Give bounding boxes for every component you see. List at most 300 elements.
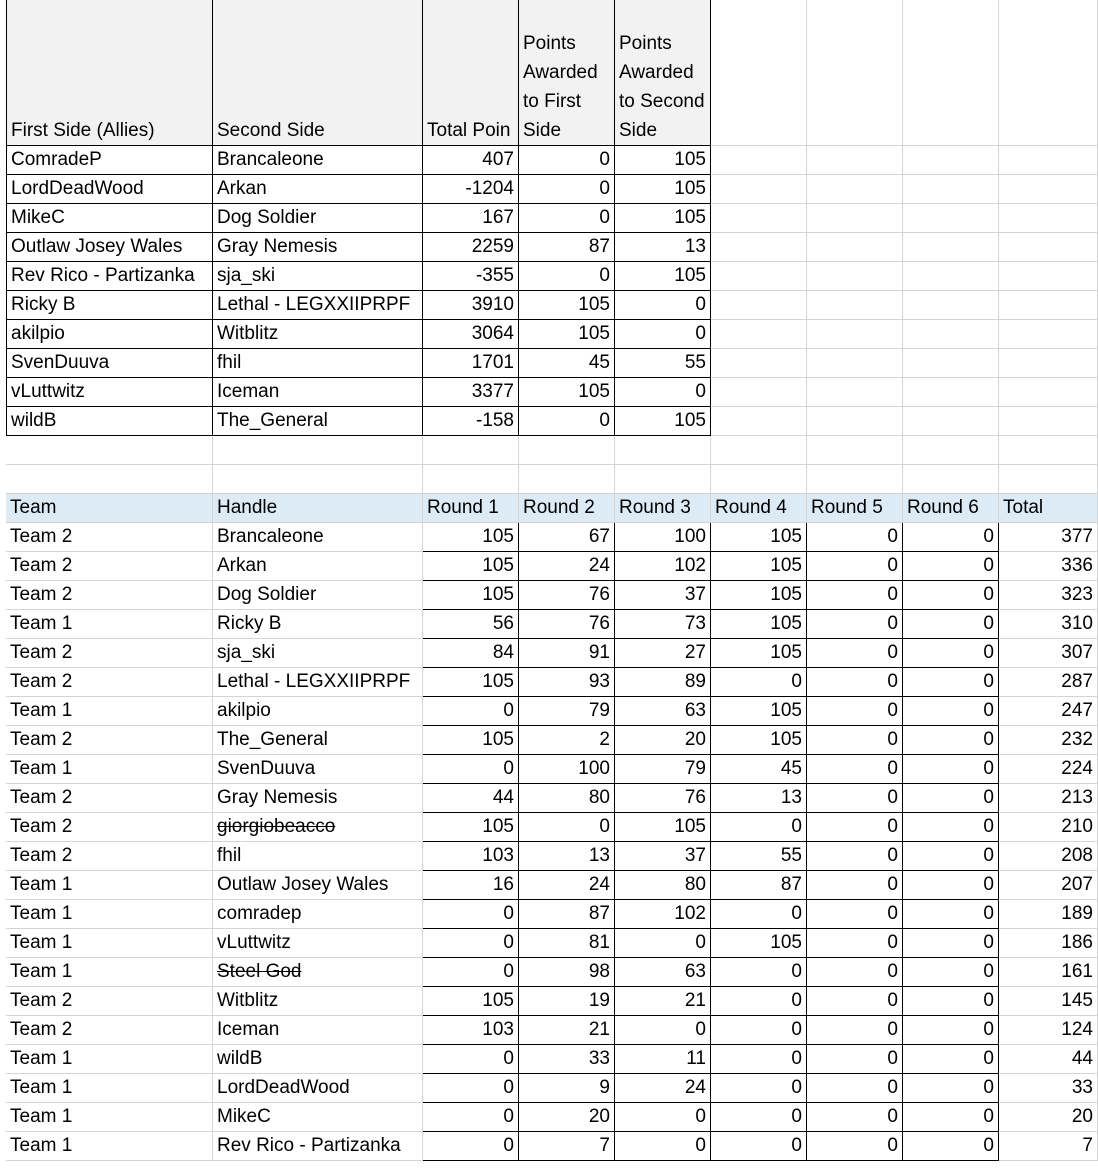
empty-cell[interactable]: [999, 262, 1098, 291]
total-points-cell[interactable]: 3377: [423, 378, 519, 407]
round-3-cell[interactable]: 100: [615, 523, 711, 552]
empty-cell[interactable]: [903, 0, 999, 146]
total-cell[interactable]: 7: [999, 1132, 1098, 1161]
handle-cell[interactable]: Iceman: [213, 1016, 423, 1045]
round-5-cell[interactable]: 0: [807, 958, 903, 987]
round-3-cell[interactable]: 27: [615, 639, 711, 668]
empty-cell[interactable]: [807, 262, 903, 291]
points-second-cell[interactable]: 105: [615, 204, 711, 233]
round-2-cell[interactable]: 76: [519, 610, 615, 639]
points-second-cell[interactable]: 105: [615, 175, 711, 204]
empty-cell[interactable]: [807, 204, 903, 233]
header-round-2[interactable]: Round 2: [519, 494, 615, 523]
round-4-cell[interactable]: 105: [711, 552, 807, 581]
round-3-cell[interactable]: 102: [615, 900, 711, 929]
total-cell[interactable]: 224: [999, 755, 1098, 784]
round-6-cell[interactable]: 0: [903, 552, 999, 581]
handle-cell[interactable]: wildB: [213, 1045, 423, 1074]
points-first-cell[interactable]: 105: [519, 291, 615, 320]
round-4-cell[interactable]: 105: [711, 610, 807, 639]
round-1-cell[interactable]: 0: [423, 1074, 519, 1103]
second-side-cell[interactable]: Brancaleone: [213, 146, 423, 175]
round-2-cell[interactable]: 24: [519, 871, 615, 900]
round-3-cell[interactable]: 24: [615, 1074, 711, 1103]
points-first-cell[interactable]: 105: [519, 320, 615, 349]
total-cell[interactable]: 189: [999, 900, 1098, 929]
round-3-cell[interactable]: 21: [615, 987, 711, 1016]
first-side-cell[interactable]: Rev Rico - Partizanka: [6, 262, 213, 291]
team-cell[interactable]: Team 1: [6, 900, 213, 929]
total-points-cell[interactable]: 2259: [423, 233, 519, 262]
round-5-cell[interactable]: 0: [807, 929, 903, 958]
round-5-cell[interactable]: 0: [807, 842, 903, 871]
round-3-cell[interactable]: 0: [615, 929, 711, 958]
team-cell[interactable]: Team 2: [6, 552, 213, 581]
empty-cell[interactable]: [999, 465, 1098, 494]
team-cell[interactable]: Team 2: [6, 726, 213, 755]
round-1-cell[interactable]: 105: [423, 523, 519, 552]
second-side-cell[interactable]: fhil: [213, 349, 423, 378]
team-cell[interactable]: Team 2: [6, 668, 213, 697]
round-4-cell[interactable]: 0: [711, 1132, 807, 1161]
points-second-cell[interactable]: 0: [615, 291, 711, 320]
round-3-cell[interactable]: 0: [615, 1016, 711, 1045]
round-1-cell[interactable]: 84: [423, 639, 519, 668]
empty-cell[interactable]: [999, 0, 1098, 146]
round-4-cell[interactable]: 45: [711, 755, 807, 784]
header-points-first[interactable]: [519, 0, 615, 146]
round-3-cell[interactable]: 73: [615, 610, 711, 639]
handle-cell[interactable]: akilpio: [213, 697, 423, 726]
round-1-cell[interactable]: 0: [423, 900, 519, 929]
handle-cell[interactable]: Arkan: [213, 552, 423, 581]
round-6-cell[interactable]: 0: [903, 755, 999, 784]
round-1-cell[interactable]: 105: [423, 813, 519, 842]
empty-cell[interactable]: [807, 465, 903, 494]
round-5-cell[interactable]: 0: [807, 668, 903, 697]
header-total[interactable]: Total: [999, 494, 1098, 523]
round-4-cell[interactable]: 105: [711, 639, 807, 668]
handle-cell[interactable]: The_General: [213, 726, 423, 755]
first-side-cell[interactable]: MikeC: [6, 204, 213, 233]
total-cell[interactable]: 207: [999, 871, 1098, 900]
handle-cell[interactable]: comradep: [213, 900, 423, 929]
empty-cell[interactable]: [903, 378, 999, 407]
round-2-cell[interactable]: 20: [519, 1103, 615, 1132]
second-side-cell[interactable]: Witblitz: [213, 320, 423, 349]
first-side-cell[interactable]: wildB: [6, 407, 213, 436]
round-2-cell[interactable]: 2: [519, 726, 615, 755]
empty-cell[interactable]: [615, 465, 711, 494]
empty-cell[interactable]: [999, 233, 1098, 262]
round-6-cell[interactable]: 0: [903, 1016, 999, 1045]
empty-cell[interactable]: [807, 175, 903, 204]
round-4-cell[interactable]: 0: [711, 900, 807, 929]
round-2-cell[interactable]: 100: [519, 755, 615, 784]
round-4-cell[interactable]: 0: [711, 1045, 807, 1074]
team-cell[interactable]: Team 2: [6, 813, 213, 842]
empty-cell[interactable]: [999, 320, 1098, 349]
round-5-cell[interactable]: 0: [807, 639, 903, 668]
round-5-cell[interactable]: 0: [807, 784, 903, 813]
round-2-cell[interactable]: 98: [519, 958, 615, 987]
round-6-cell[interactable]: 0: [903, 1045, 999, 1074]
header-round-4[interactable]: Round 4: [711, 494, 807, 523]
round-1-cell[interactable]: 105: [423, 668, 519, 697]
round-6-cell[interactable]: 0: [903, 610, 999, 639]
empty-cell[interactable]: [711, 262, 807, 291]
points-second-cell[interactable]: 55: [615, 349, 711, 378]
round-2-cell[interactable]: 9: [519, 1074, 615, 1103]
round-1-cell[interactable]: 105: [423, 552, 519, 581]
total-points-cell[interactable]: -158: [423, 407, 519, 436]
round-2-cell[interactable]: 91: [519, 639, 615, 668]
round-6-cell[interactable]: 0: [903, 1074, 999, 1103]
handle-cell[interactable]: Rev Rico - Partizanka: [213, 1132, 423, 1161]
team-cell[interactable]: Team 2: [6, 639, 213, 668]
round-1-cell[interactable]: 0: [423, 929, 519, 958]
round-1-cell[interactable]: 0: [423, 1103, 519, 1132]
empty-cell[interactable]: [711, 378, 807, 407]
round-4-cell[interactable]: 13: [711, 784, 807, 813]
round-2-cell[interactable]: 24: [519, 552, 615, 581]
round-4-cell[interactable]: 105: [711, 726, 807, 755]
round-5-cell[interactable]: 0: [807, 581, 903, 610]
empty-cell[interactable]: [903, 465, 999, 494]
round-2-cell[interactable]: 93: [519, 668, 615, 697]
handle-cell[interactable]: Ricky B: [213, 610, 423, 639]
team-cell[interactable]: Team 1: [6, 929, 213, 958]
round-3-cell[interactable]: 0: [615, 1132, 711, 1161]
empty-cell[interactable]: [711, 204, 807, 233]
handle-cell[interactable]: LordDeadWood: [213, 1074, 423, 1103]
round-1-cell[interactable]: 56: [423, 610, 519, 639]
header-team[interactable]: Team: [6, 494, 213, 523]
round-4-cell[interactable]: 105: [711, 523, 807, 552]
points-first-cell[interactable]: 0: [519, 146, 615, 175]
total-points-cell[interactable]: 1701: [423, 349, 519, 378]
round-1-cell[interactable]: 103: [423, 1016, 519, 1045]
header-handle[interactable]: Handle: [213, 494, 423, 523]
round-3-cell[interactable]: 105: [615, 813, 711, 842]
round-2-cell[interactable]: 80: [519, 784, 615, 813]
total-cell[interactable]: 145: [999, 987, 1098, 1016]
total-cell[interactable]: 307: [999, 639, 1098, 668]
team-cell[interactable]: Team 1: [6, 871, 213, 900]
round-6-cell[interactable]: 0: [903, 581, 999, 610]
team-cell[interactable]: Team 2: [6, 842, 213, 871]
round-3-cell[interactable]: 0: [615, 1103, 711, 1132]
round-2-cell[interactable]: 19: [519, 987, 615, 1016]
team-cell[interactable]: Team 1: [6, 1132, 213, 1161]
empty-cell[interactable]: [903, 407, 999, 436]
handle-cell[interactable]: sja_ski: [213, 639, 423, 668]
header-first-side[interactable]: [6, 0, 213, 146]
handle-cell[interactable]: SvenDuuva: [213, 755, 423, 784]
handle-cell[interactable]: giorgiobeacco: [213, 813, 423, 842]
empty-cell[interactable]: [807, 320, 903, 349]
round-6-cell[interactable]: 0: [903, 726, 999, 755]
second-side-cell[interactable]: Arkan: [213, 175, 423, 204]
total-cell[interactable]: 232: [999, 726, 1098, 755]
empty-cell[interactable]: [999, 291, 1098, 320]
header-total-points[interactable]: [423, 0, 519, 146]
round-1-cell[interactable]: 105: [423, 581, 519, 610]
first-side-cell[interactable]: Ricky B: [6, 291, 213, 320]
points-second-cell[interactable]: 0: [615, 320, 711, 349]
handle-cell[interactable]: Dog Soldier: [213, 581, 423, 610]
handle-cell[interactable]: Outlaw Josey Wales: [213, 871, 423, 900]
team-cell[interactable]: Team 1: [6, 1074, 213, 1103]
round-1-cell[interactable]: 44: [423, 784, 519, 813]
round-5-cell[interactable]: 0: [807, 726, 903, 755]
points-second-cell[interactable]: 105: [615, 407, 711, 436]
round-6-cell[interactable]: 0: [903, 813, 999, 842]
empty-cell[interactable]: [519, 436, 615, 465]
round-2-cell[interactable]: 76: [519, 581, 615, 610]
round-1-cell[interactable]: 16: [423, 871, 519, 900]
points-first-cell[interactable]: 0: [519, 175, 615, 204]
handle-cell[interactable]: Lethal - LEGXXIIPRPF: [213, 668, 423, 697]
handle-cell[interactable]: Brancaleone: [213, 523, 423, 552]
total-points-cell[interactable]: -355: [423, 262, 519, 291]
second-side-cell[interactable]: Iceman: [213, 378, 423, 407]
empty-cell[interactable]: [213, 436, 423, 465]
round-6-cell[interactable]: 0: [903, 871, 999, 900]
empty-cell[interactable]: [807, 233, 903, 262]
round-3-cell[interactable]: 37: [615, 842, 711, 871]
total-cell[interactable]: 208: [999, 842, 1098, 871]
empty-cell[interactable]: [711, 407, 807, 436]
empty-cell[interactable]: [807, 349, 903, 378]
first-side-cell[interactable]: LordDeadWood: [6, 175, 213, 204]
empty-cell[interactable]: [999, 175, 1098, 204]
empty-cell[interactable]: [807, 0, 903, 146]
empty-cell[interactable]: [807, 146, 903, 175]
empty-cell[interactable]: [807, 291, 903, 320]
round-6-cell[interactable]: 0: [903, 842, 999, 871]
first-side-cell[interactable]: SvenDuuva: [6, 349, 213, 378]
total-cell[interactable]: 310: [999, 610, 1098, 639]
total-cell[interactable]: 287: [999, 668, 1098, 697]
round-3-cell[interactable]: 11: [615, 1045, 711, 1074]
handle-cell[interactable]: fhil: [213, 842, 423, 871]
round-4-cell[interactable]: 87: [711, 871, 807, 900]
empty-cell[interactable]: [903, 204, 999, 233]
team-cell[interactable]: Team 1: [6, 610, 213, 639]
empty-cell[interactable]: [999, 204, 1098, 233]
empty-cell[interactable]: [615, 436, 711, 465]
round-6-cell[interactable]: 0: [903, 639, 999, 668]
handle-cell[interactable]: vLuttwitz: [213, 929, 423, 958]
empty-cell[interactable]: [213, 465, 423, 494]
round-6-cell[interactable]: 0: [903, 1103, 999, 1132]
empty-cell[interactable]: [423, 436, 519, 465]
round-5-cell[interactable]: 0: [807, 697, 903, 726]
empty-cell[interactable]: [711, 349, 807, 378]
round-2-cell[interactable]: 21: [519, 1016, 615, 1045]
round-3-cell[interactable]: 102: [615, 552, 711, 581]
round-5-cell[interactable]: 0: [807, 1045, 903, 1074]
points-second-cell[interactable]: 105: [615, 262, 711, 291]
total-cell[interactable]: 247: [999, 697, 1098, 726]
round-6-cell[interactable]: 0: [903, 958, 999, 987]
round-1-cell[interactable]: 0: [423, 697, 519, 726]
empty-cell[interactable]: [999, 436, 1098, 465]
total-cell[interactable]: 377: [999, 523, 1098, 552]
empty-cell[interactable]: [903, 291, 999, 320]
round-2-cell[interactable]: 33: [519, 1045, 615, 1074]
second-side-cell[interactable]: Gray Nemesis: [213, 233, 423, 262]
round-5-cell[interactable]: 0: [807, 523, 903, 552]
empty-cell[interactable]: [6, 436, 213, 465]
round-6-cell[interactable]: 0: [903, 900, 999, 929]
header-round-5[interactable]: Round 5: [807, 494, 903, 523]
round-3-cell[interactable]: 89: [615, 668, 711, 697]
round-6-cell[interactable]: 0: [903, 668, 999, 697]
empty-cell[interactable]: [903, 436, 999, 465]
round-4-cell[interactable]: 0: [711, 1103, 807, 1132]
round-4-cell[interactable]: 0: [711, 813, 807, 842]
round-5-cell[interactable]: 0: [807, 1132, 903, 1161]
empty-cell[interactable]: [903, 233, 999, 262]
round-3-cell[interactable]: 37: [615, 581, 711, 610]
empty-cell[interactable]: [903, 262, 999, 291]
total-cell[interactable]: 210: [999, 813, 1098, 842]
total-points-cell[interactable]: 167: [423, 204, 519, 233]
round-4-cell[interactable]: 0: [711, 987, 807, 1016]
empty-cell[interactable]: [999, 146, 1098, 175]
empty-cell[interactable]: [903, 175, 999, 204]
points-first-cell[interactable]: 0: [519, 407, 615, 436]
round-2-cell[interactable]: 67: [519, 523, 615, 552]
round-5-cell[interactable]: 0: [807, 1074, 903, 1103]
round-6-cell[interactable]: 0: [903, 987, 999, 1016]
empty-cell[interactable]: [999, 349, 1098, 378]
total-cell[interactable]: 44: [999, 1045, 1098, 1074]
header-second-side[interactable]: [213, 0, 423, 146]
points-second-cell[interactable]: 0: [615, 378, 711, 407]
team-cell[interactable]: Team 1: [6, 958, 213, 987]
header-points-second[interactable]: [615, 0, 711, 146]
header-round-3[interactable]: Round 3: [615, 494, 711, 523]
second-side-cell[interactable]: The_General: [213, 407, 423, 436]
handle-cell[interactable]: Witblitz: [213, 987, 423, 1016]
handle-cell[interactable]: MikeC: [213, 1103, 423, 1132]
round-4-cell[interactable]: 105: [711, 929, 807, 958]
total-points-cell[interactable]: 407: [423, 146, 519, 175]
second-side-cell[interactable]: Dog Soldier: [213, 204, 423, 233]
total-cell[interactable]: 336: [999, 552, 1098, 581]
empty-cell[interactable]: [711, 436, 807, 465]
round-3-cell[interactable]: 80: [615, 871, 711, 900]
empty-cell[interactable]: [999, 407, 1098, 436]
round-1-cell[interactable]: 0: [423, 1045, 519, 1074]
second-side-cell[interactable]: Lethal - LEGXXIIPRPF: [213, 291, 423, 320]
points-first-cell[interactable]: 45: [519, 349, 615, 378]
total-cell[interactable]: 186: [999, 929, 1098, 958]
total-points-cell[interactable]: -1204: [423, 175, 519, 204]
empty-cell[interactable]: [711, 175, 807, 204]
total-points-cell[interactable]: 3064: [423, 320, 519, 349]
first-side-cell[interactable]: ComradeP: [6, 146, 213, 175]
points-first-cell[interactable]: 0: [519, 204, 615, 233]
round-2-cell[interactable]: 79: [519, 697, 615, 726]
empty-cell[interactable]: [711, 146, 807, 175]
round-2-cell[interactable]: 0: [519, 813, 615, 842]
round-1-cell[interactable]: 0: [423, 755, 519, 784]
header-round-1[interactable]: Round 1: [423, 494, 519, 523]
first-side-cell[interactable]: vLuttwitz: [6, 378, 213, 407]
total-cell[interactable]: 33: [999, 1074, 1098, 1103]
empty-cell[interactable]: [711, 320, 807, 349]
round-4-cell[interactable]: 105: [711, 697, 807, 726]
round-4-cell[interactable]: 0: [711, 668, 807, 697]
empty-cell[interactable]: [807, 436, 903, 465]
empty-cell[interactable]: [903, 349, 999, 378]
round-5-cell[interactable]: 0: [807, 610, 903, 639]
points-first-cell[interactable]: 105: [519, 378, 615, 407]
points-second-cell[interactable]: 105: [615, 146, 711, 175]
points-first-cell[interactable]: 0: [519, 262, 615, 291]
round-3-cell[interactable]: 76: [615, 784, 711, 813]
handle-cell[interactable]: Steel God: [213, 958, 423, 987]
round-4-cell[interactable]: 0: [711, 958, 807, 987]
empty-cell[interactable]: [807, 378, 903, 407]
team-cell[interactable]: Team 1: [6, 1045, 213, 1074]
round-5-cell[interactable]: 0: [807, 813, 903, 842]
round-6-cell[interactable]: 0: [903, 784, 999, 813]
team-cell[interactable]: Team 2: [6, 523, 213, 552]
empty-cell[interactable]: [423, 465, 519, 494]
first-side-cell[interactable]: akilpio: [6, 320, 213, 349]
round-1-cell[interactable]: 105: [423, 987, 519, 1016]
empty-cell[interactable]: [711, 0, 807, 146]
empty-cell[interactable]: [711, 465, 807, 494]
round-2-cell[interactable]: 87: [519, 900, 615, 929]
round-2-cell[interactable]: 7: [519, 1132, 615, 1161]
total-cell[interactable]: 323: [999, 581, 1098, 610]
round-2-cell[interactable]: 13: [519, 842, 615, 871]
round-5-cell[interactable]: 0: [807, 871, 903, 900]
round-5-cell[interactable]: 0: [807, 900, 903, 929]
total-cell[interactable]: 20: [999, 1103, 1098, 1132]
team-cell[interactable]: Team 2: [6, 1016, 213, 1045]
round-6-cell[interactable]: 0: [903, 929, 999, 958]
round-3-cell[interactable]: 79: [615, 755, 711, 784]
round-6-cell[interactable]: 0: [903, 1132, 999, 1161]
round-6-cell[interactable]: 0: [903, 523, 999, 552]
second-side-cell[interactable]: sja_ski: [213, 262, 423, 291]
handle-cell[interactable]: Gray Nemesis: [213, 784, 423, 813]
round-5-cell[interactable]: 0: [807, 552, 903, 581]
round-5-cell[interactable]: 0: [807, 1016, 903, 1045]
round-4-cell[interactable]: 0: [711, 1074, 807, 1103]
round-4-cell[interactable]: 105: [711, 581, 807, 610]
round-5-cell[interactable]: 0: [807, 987, 903, 1016]
total-cell[interactable]: 213: [999, 784, 1098, 813]
first-side-cell[interactable]: Outlaw Josey Wales: [6, 233, 213, 262]
round-2-cell[interactable]: 81: [519, 929, 615, 958]
points-second-cell[interactable]: 13: [615, 233, 711, 262]
round-1-cell[interactable]: 103: [423, 842, 519, 871]
empty-cell[interactable]: [6, 465, 213, 494]
team-cell[interactable]: Team 2: [6, 987, 213, 1016]
round-5-cell[interactable]: 0: [807, 1103, 903, 1132]
round-1-cell[interactable]: 0: [423, 1132, 519, 1161]
round-3-cell[interactable]: 63: [615, 697, 711, 726]
empty-cell[interactable]: [711, 233, 807, 262]
